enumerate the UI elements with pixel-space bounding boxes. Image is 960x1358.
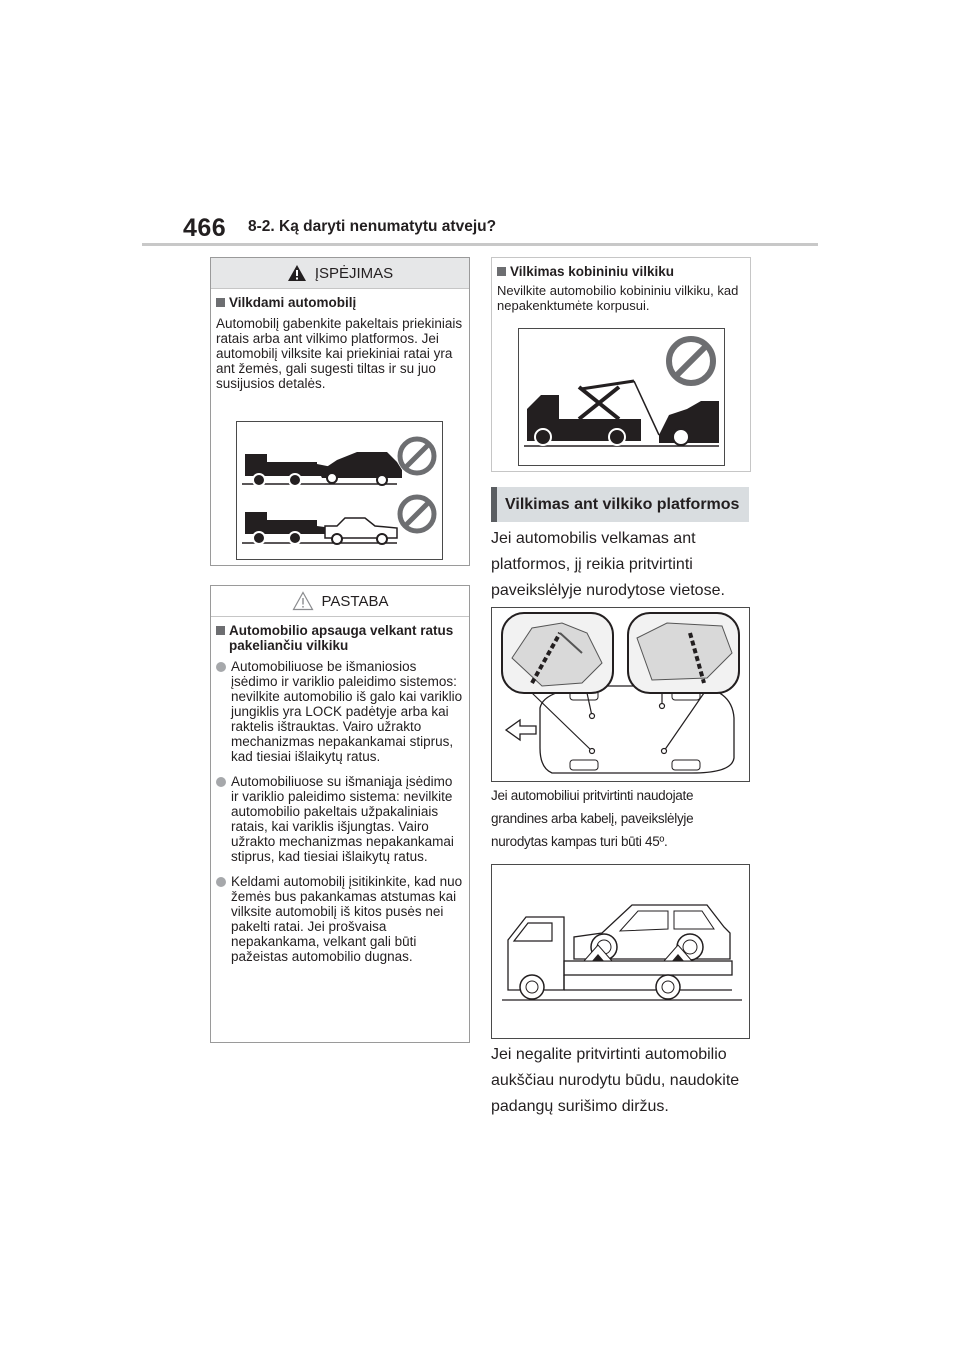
square-bullet-icon xyxy=(216,298,225,307)
prohibited-icon xyxy=(400,439,434,473)
warning-header xyxy=(211,258,469,289)
platform-paragraph: Jei automobilis velkamas ant platformos, jį reikia pritvirtinti paveikslėlyje nurodytose vietose. xyxy=(491,530,725,599)
round-bullet-icon xyxy=(216,777,226,787)
square-bullet-icon xyxy=(497,267,506,276)
caution-triangle-icon xyxy=(292,591,314,611)
tie-down-figure xyxy=(491,607,750,782)
notice-body xyxy=(211,617,469,980)
warning-title: ĮSPĖJIMAS xyxy=(314,264,394,282)
tie-down-caption: Jei automobiliui pritvirtinti naudojate grandines arba kabelį, paveikslėlyje nurodytas kampas turi būti 45º. xyxy=(491,788,694,849)
notice-subtitle: Automobilio apsauga velkant ratus pakeliančiu vilkiku xyxy=(216,623,463,653)
prohibited-icon xyxy=(669,339,713,383)
notice-bullet: Automobiliuose su išmaniąja įsėdimo ir variklio paleidimo sistema: nevilkite automobilio pakeltais užpakaliniais ratais, kai variklis išjungtas. Vairo užrakto mechanizmas nepakankamai stiprus, kad tiesiai išlaikytų ratus. xyxy=(216,774,463,864)
platform-heading: Vilkimas ant vilkiko platformos xyxy=(491,487,749,522)
cable-tow-text: Nevilkite automobilio kobininiu vilkiku, kad nepakenktumėte korpusui. xyxy=(497,283,739,313)
square-bullet-icon xyxy=(216,626,225,635)
notice-box xyxy=(210,585,470,1043)
notice-title: PASTABA xyxy=(321,592,389,610)
notice-header xyxy=(211,586,469,617)
cable-tow-figure xyxy=(518,328,725,466)
notice-bullet: Keldami automobilį įsitikinkite, kad nuo žemės bus pakankamas atstumas kai vilksite automobilį iš kitos pusės nei pakelti ratai. Jei prošvaisa nepakankama, velkant gali būti pažeistas automobilio dugnas. xyxy=(216,874,463,964)
prohibited-towing-figure xyxy=(236,421,443,560)
header-rule xyxy=(142,243,818,246)
tire-strap-paragraph: Jei negalite pritvirtinti automobilio aukščiau nurodytu būdu, naudokite padangų surišimo diržus. xyxy=(491,1046,740,1115)
warning-box xyxy=(210,257,470,566)
cable-tow-box xyxy=(491,257,751,472)
direction-arrow-icon xyxy=(506,720,536,740)
flatbed-figure xyxy=(491,864,750,1039)
warning-subtitle: Vilkdami automobilį xyxy=(216,295,463,310)
page-number: 466 xyxy=(183,214,227,242)
notice-bullet: Automobiliuose be išmaniosios įsėdimo ir variklio paleidimo sistemos: nevilkite automobilio iš galo kai variklio jungiklis yra LOCK padėtyje arba kai raktelis ištrauktas. Vairo užrakto mechanizmas nepakankamai stiprus, kad tiesiai išlaikytų ratus. xyxy=(216,659,463,764)
warning-body xyxy=(211,289,469,397)
warning-text: Automobilį gabenkite pakeltais priekiniais ratais arba ant vilkimo platformos. Jei automobilį vilksite kai priekiniai ratai yra ant žemės, gali sugesti tiltas ir su juo susijusios detalės. xyxy=(216,316,463,391)
cable-tow-body xyxy=(492,258,750,319)
round-bullet-icon xyxy=(216,877,226,887)
warning-triangle-icon xyxy=(287,264,307,282)
cable-tow-title: Vilkimas kobininiu vilkiku xyxy=(497,264,745,279)
prohibited-icon xyxy=(400,497,434,531)
section-heading: 8-2. Ką daryti nenumatytu atveju? xyxy=(248,218,497,235)
round-bullet-icon xyxy=(216,662,226,672)
